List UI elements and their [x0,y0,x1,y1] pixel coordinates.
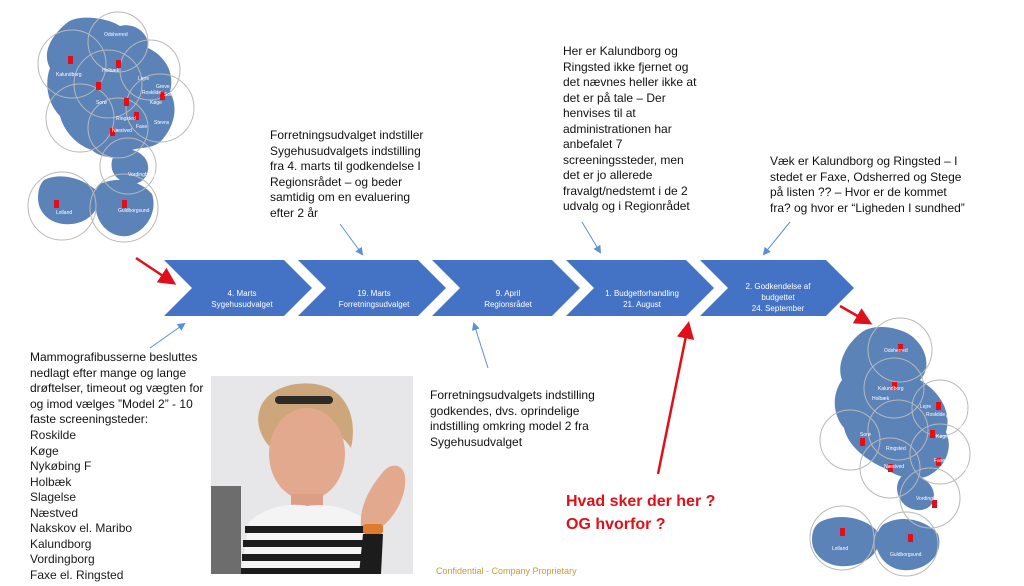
step-label-3: 9. April Regionsrådet [484,289,532,309]
site-item: Holbæk [30,474,72,489]
map-town-label: Faxe [934,458,946,464]
map-town-label: Vordingborg [916,496,943,502]
site-item: Næstved [30,505,79,520]
map-town-label: Guldborgsund [890,552,922,558]
map-town-label: Solrød [954,424,969,430]
map-town-label: Sorø [860,432,871,438]
map-town-label: Køge [150,100,162,106]
question-text: Hvad sker der her ? OG hvorfor ? [566,493,716,533]
map-town-label: Ringsted [116,116,136,122]
map-town-label: Vordingborg [128,172,155,178]
mammografi-note: Mammografibusserne besluttes nedlagt efter mange og lange drøftelser, timeout og vægten for og imod vælges ”Model 2” - 10 faste screeningsteder: [30,350,204,426]
site-item: Nykøbing F [30,459,92,473]
step-label-4: 1. Budgetforhandling 21. August [605,289,679,309]
map-town-label: Roskilde [142,90,162,96]
map-before [28,12,194,242]
site-item: Køge [30,443,59,458]
map-town-label: Køge [936,434,948,440]
site-item: Roskilde [30,428,77,442]
map-town-label: Holbæk [102,68,120,74]
step-label-2: 19. Marts Forretningsudvalget [338,289,410,309]
map-town-label: Sorø [96,100,107,106]
map-town-label: Greve [156,84,170,90]
screening-sites-list [30,428,132,583]
forretningsudvalget-note: Forretningsudvalget indstiller Sygehusudvalgets indstilling fra 4. marts til godkendelse I Regionsrådet – og beder samtidig om en evaluering efter 2 år [270,128,424,220]
map-town-label: Næstved [884,464,905,470]
map-town-label: Kalundborg [878,386,904,392]
map-town-label: Lolland [56,210,73,216]
map-town-label: Roskilde [926,412,946,418]
step-label-1: 4. Marts Sygehusudvalget [211,289,273,309]
map-town-label: Holbæk [872,396,890,402]
person-photo [211,376,413,574]
map-town-label: Solrød [164,92,179,98]
site-item: Slagelse [30,490,77,504]
map-town-label: Ringsted [886,446,906,452]
map-town-label: Lejre [920,404,932,410]
kalundborg-note: Her er Kalundborg og Ringsted ikke fjernet og det nævnes heller ikke at det er på tale – Der henvises til at administrationen har anbefalet 7 screeningssteder, men det er jo allerede fravalgt/nedstemt i de 2 udvalg og i Regionrådet [563,44,697,213]
map-town-label: Stevns [952,466,968,472]
site-item: Nakskov el. Maribo [30,521,133,535]
person-illustration [211,376,413,574]
map-town-label: Lolland [832,546,849,552]
confidential-footer: Confidential - Company Proprietary [436,566,577,576]
map-town-label: Stevns [154,120,170,126]
map-town-label: Odsherred [884,348,908,354]
site-item: Faxe el. Ringsted [30,567,124,582]
map-town-label: Næstved [112,128,133,134]
map-town-label: Odsherred [104,32,128,38]
vaek-note: Væk er Kalundborg og Ringsted – I stedet er Faxe, Odsherred og Stege på listen ?? – Hvor er de kommet fra? og hvor er “Ligheden I sundhed” [770,154,965,215]
map-town-label: Kalundborg [56,72,82,78]
godkendes-note: Forretningsudvalgets indstilling godkendes, dvs. oprindelige indstilling omkring model 2 fra Sygehusudvalget [430,388,595,449]
map-town-label: Guldborgsund [118,208,150,214]
map-town-label: Faxe [136,124,148,130]
step-label-5: 2. Godkendelse af budgettet 24. September [745,282,811,313]
site-item: Vordingborg [30,552,95,566]
map-town-label: Greve [946,414,960,420]
map-town-label: Lejre [138,76,150,82]
site-item: Kalundborg [30,536,92,551]
